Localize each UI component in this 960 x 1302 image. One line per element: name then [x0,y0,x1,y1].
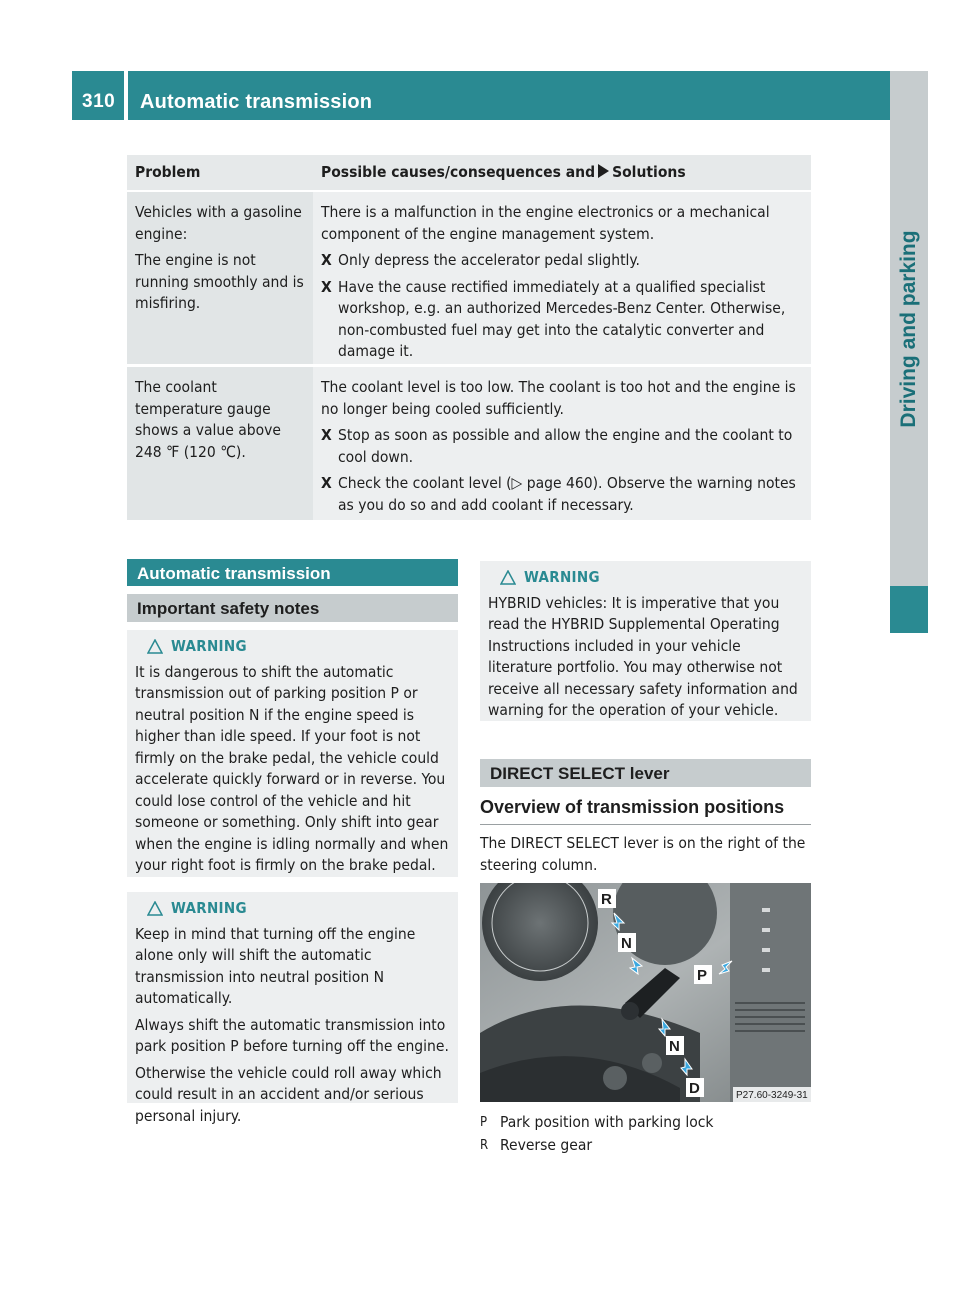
legend-key: P [480,1115,488,1130]
photo-code: P27.60-3249-31 [736,1090,808,1101]
solution-cell [313,192,811,364]
warning-text: It is dangerous to shift the automatic transmission out of parking position P or neutral position N if the engine speed is higher than idle speed. If your foot is not firmly on the brake pedal, the vehicle could accelerate quickly forward or in reverse. You could lose control of the vehicle and hit someone or something. Only shift into gear when the engine is idling normally and when your right foot is firmly on the brake pedal. [135,662,449,874]
step-text: Stop as soon as possible and allow the engine and the coolant to cool down. [338,426,793,466]
warning-box [127,892,458,1125]
photo-label-p: P [697,967,708,984]
page-title: Automatic transmission [140,91,373,113]
cause-text: The coolant level is too low. The coolant is too hot and the engine is no longer being cooled sufficiently. [321,378,796,418]
warning-header [488,567,803,589]
overview-heading: Overview of transmission positions [480,797,811,825]
chapter-side-tab [890,71,928,586]
list-item [480,1134,811,1157]
step-marker: X [321,474,332,492]
legend-text: Park position with parking lock [500,1113,714,1131]
direct-select-subtitle: DIRECT SELECT lever [480,759,811,787]
legend-text: Reverse gear [500,1136,593,1154]
problem-cell [127,367,313,520]
warning-header [135,898,450,920]
step-text: Have the cause rectified immediately at a qualified specialist workshop, e.g. an authorized Mercedes-Benz Center. Otherwise, non-combusted fuel may get into the catalytic converter and damage it. [338,277,786,360]
warning-box [480,561,811,721]
warning-triangle-icon [500,570,516,585]
photo-label-n-top: N [621,935,632,952]
photo-label-d: D [689,1080,700,1097]
legend-key: R [480,1138,489,1153]
step-marker: X [321,277,332,296]
solution-step [321,250,803,272]
header-divider [124,71,128,120]
header-causes-text: Possible causes/consequences and [321,163,596,181]
table-header-row [127,155,811,190]
arrow-right-icon [598,164,609,178]
problem-text: Vehicles with a gasoline engine: [135,203,302,243]
problem-text: The coolant temperature gauge shows a value above 248 ℉ (120 ℃). [135,378,281,461]
lever-illustration [480,883,811,1102]
step-text: Only depress the accelerator pedal slightly. [338,251,640,269]
chapter-marker [890,586,928,633]
solution-cell [313,367,811,520]
warning-label: WARNING [171,899,247,917]
step-marker: X [321,426,332,444]
solution-step [321,473,803,516]
intro-text: The DIRECT SELECT lever is on the right of the steering column. [480,834,806,874]
problem-table [127,155,811,520]
warning-text: Always shift the automatic transmission into park position P before turning off the engine. [135,1015,449,1055]
problem-text: The engine is not running smoothly and is misfiring. [135,251,304,312]
warning-text: Otherwise the vehicle could roll away which could result in an accident and/or serious personal injury. [135,1063,442,1125]
warning-text: HYBRID vehicles: It is imperative that you read the HYBRID Supplemental Operating Instructions included in your vehicle literature portfolio. You may otherwise not receive all necessary safety information and warning for the operation of your vehicle. [488,593,798,719]
step-marker: X [321,251,332,269]
warning-triangle-icon [147,639,163,654]
warning-header [135,636,450,658]
solution-step [321,425,803,468]
solution-step [321,277,803,363]
warning-label: WARNING [171,637,247,655]
page-number: 310 [82,91,116,112]
warning-box [127,630,458,877]
section-title: Automatic transmission [127,559,458,586]
table-header-solutions [313,155,811,190]
chapter-label: Driving and parking [897,229,920,428]
table-row [127,192,811,364]
position-legend [480,1111,811,1157]
table-row [127,367,811,520]
section-subtitle: Important safety notes [127,594,458,622]
warning-label: WARNING [524,568,600,586]
warning-text: Keep in mind that turning off the engine alone only will shift the automatic transmission into neutral position N automatically. [135,924,416,1007]
list-item [480,1111,811,1134]
cause-text: There is a malfunction in the engine electronics or a mechanical component of the engine management system. [321,203,770,243]
header-solutions-text: Solutions [612,163,686,181]
page-header [72,71,890,120]
photo-label-r: R [601,891,612,908]
table-header-problem: Problem [135,163,201,181]
photo-label-n-bottom: N [669,1038,680,1055]
transmission-lever-photo [480,883,811,1102]
problem-cell [127,192,313,364]
warning-triangle-icon [147,901,163,916]
step-text: Check the coolant level (▷ page 460). Observe the warning notes as you do so and add coolant if necessary. [338,474,796,514]
